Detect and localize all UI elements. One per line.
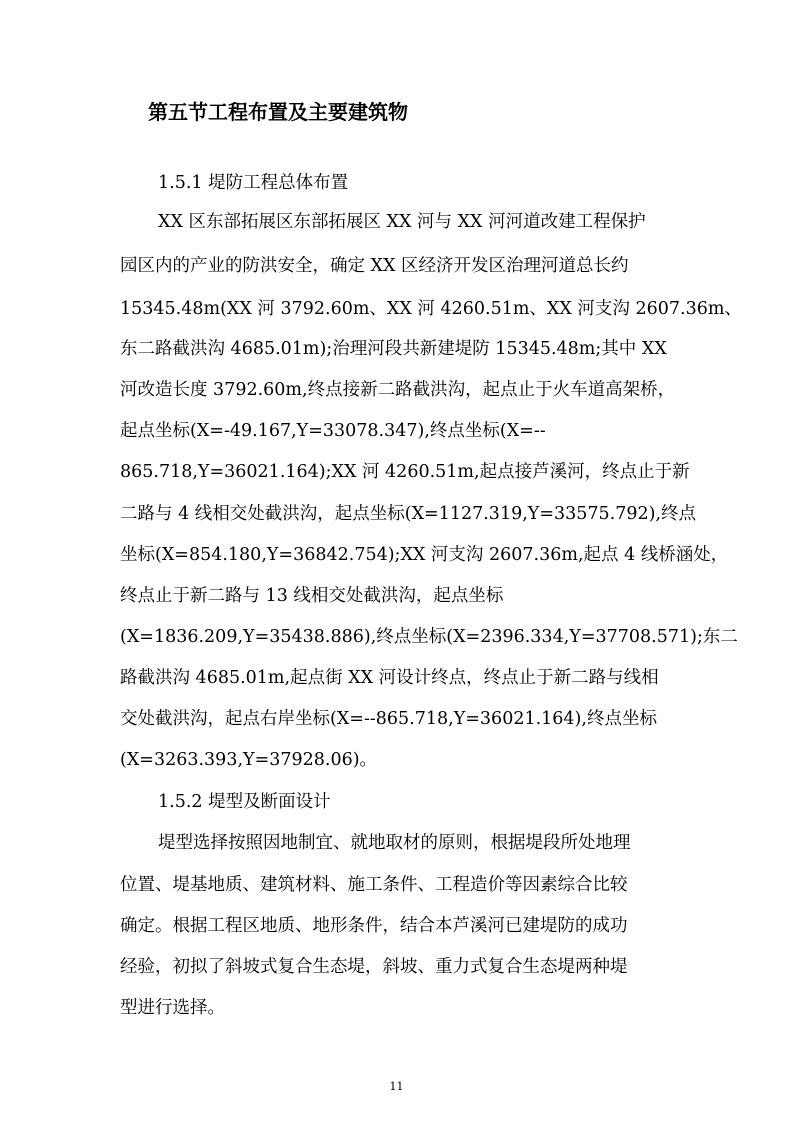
subsection-heading: 1.5.2 堤型及断面设计 [158, 792, 331, 812]
paragraph-line: 坐标(X=854.180,Y=36842.754);XX 河支沟 2607.36m,起点 4 线桥涵处， [120, 545, 729, 565]
paragraph-line: (X=1836.209,Y=35438.886),终点坐标(X=2396.334,Y=37708.571);东二 [120, 627, 738, 647]
section-title: 第五节工程布置及主要建筑物 [148, 100, 408, 124]
paragraph-line: XX 区东部拓展区东部拓展区 XX 河与 XX 河河道改建工程保护 [158, 212, 646, 232]
paragraph-line: 路截洪沟 4685.01m,起点街 XX 河设计终点，终点止于新二路与线相 [120, 668, 659, 688]
paragraph-line: 型进行选择。 [120, 998, 225, 1018]
paragraph-line: 河改造长度 3792.60m,终点接新二路截洪沟，起点止于火车道高架桥， [120, 380, 676, 400]
paragraph-line: 堤型选择按照因地制宜、就地取材的原则，根据堤段所处地理 [158, 833, 631, 853]
paragraph-line: 确定。根据工程区地质、地形条件，结合本芦溪河已建堤防的成功 [120, 916, 628, 936]
paragraph-line: 15345.48m(XX 河 3792.60m、XX 河 4260.51m、XX 河支沟 2607.36m、 [120, 299, 742, 319]
paragraph-line: 园区内的产业的防洪安全，确定 XX 区经济开发区治理河道总长约 [120, 256, 629, 276]
page-number: 11 [389, 1080, 404, 1093]
paragraph-line: 终点止于新二路与 13 线相交处截洪沟，起点坐标 [120, 586, 504, 606]
paragraph-line: 位置、堤基地质、建筑材料、施工条件、工程造价等因素综合比较 [120, 875, 628, 895]
paragraph-line: 865.718,Y=36021.164);XX 河 4260.51m,起点接芦溪河，终点止于新 [120, 462, 690, 482]
paragraph-line: 交处截洪沟，起点右岸坐标(X=--865.718,Y=36021.164),终点坐标 [120, 709, 657, 729]
paragraph-line: 经验，初拟了斜坡式复合生态堤，斜坡、重力式复合生态堤两种堤 [120, 957, 628, 977]
subsection-heading: 1.5.1 堤防工程总体布置 [158, 173, 349, 193]
paragraph-line: 起点坐标(X=-49.167,Y=33078.347),终点坐标(X=-- [120, 421, 546, 441]
paragraph-line: 东二路截洪沟 4685.01m);治理河段共新建堤防 15345.48m;其中 XX [120, 339, 667, 359]
paragraph-line: (X=3263.393,Y=37928.06)。 [120, 750, 378, 770]
paragraph-line: 二路与 4 线相交处截洪沟，起点坐标(X=1127.319,Y=33575.792),终点 [120, 504, 697, 524]
